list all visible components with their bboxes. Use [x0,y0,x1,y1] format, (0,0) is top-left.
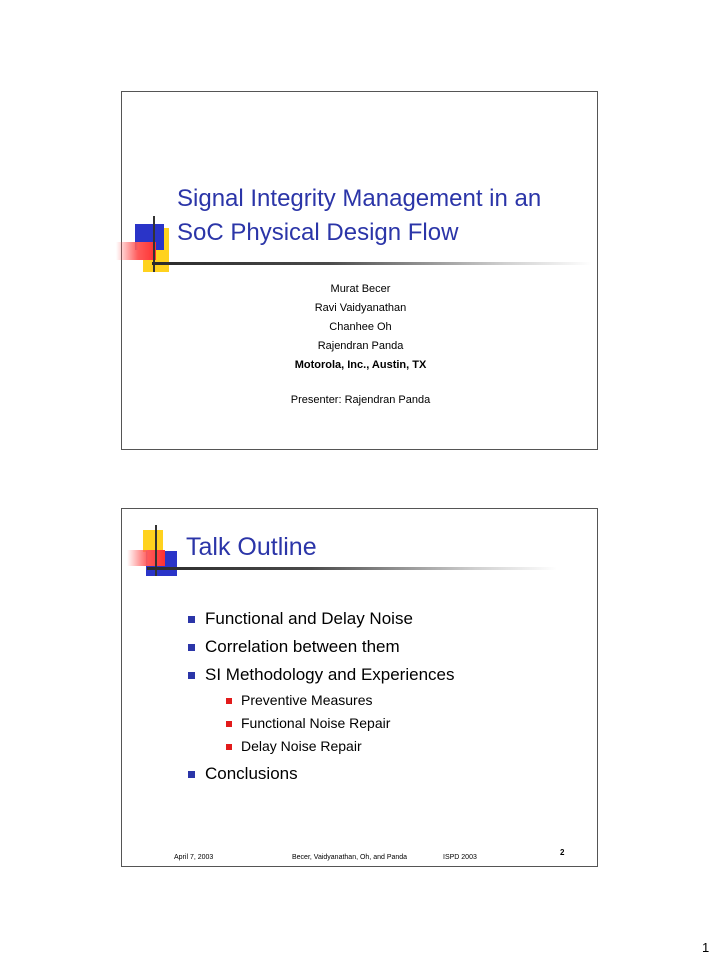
sub-list [205,689,455,760]
slide-heading: Talk Outline [186,533,317,561]
sub-list-item: Preventive Measures [226,689,455,712]
list-item [188,661,455,760]
list-item: Functional and Delay Noise [188,605,455,633]
footer-conference: ISPD 2003 [443,854,477,861]
footer-authors: Becer, Vaidyanathan, Oh, and Panda [292,854,408,861]
presenter-line: Presenter: Rajendran Panda [290,394,431,406]
title-divider [147,567,557,570]
outline-list [188,605,455,788]
author-name: Rajendran Panda [317,340,404,352]
page-number: 1 [702,940,710,955]
author-name: Chanhee Oh [329,321,392,333]
slide-outline [121,508,598,867]
sub-list-item: Delay Noise Repair [226,735,455,758]
slide-number: 2 [560,848,565,857]
sub-list-item: Functional Noise Repair [226,712,455,735]
author-name: Ravi Vaidyanathan [314,302,407,314]
presentation-title: Signal Integrity Management in an SoC Physical Design Flow [177,185,542,246]
title-divider [152,262,592,265]
footer-date: April 7, 2003 [174,854,214,861]
list-item: Correlation between them [188,633,455,661]
author-name: Murat Becer [330,283,391,295]
list-item: Conclusions [188,760,455,788]
author-list [122,280,599,375]
slide-title [121,91,598,450]
list-item-label: SI Methodology and Experiences [205,665,455,684]
organization: Motorola, Inc., Austin, TX [294,359,427,371]
